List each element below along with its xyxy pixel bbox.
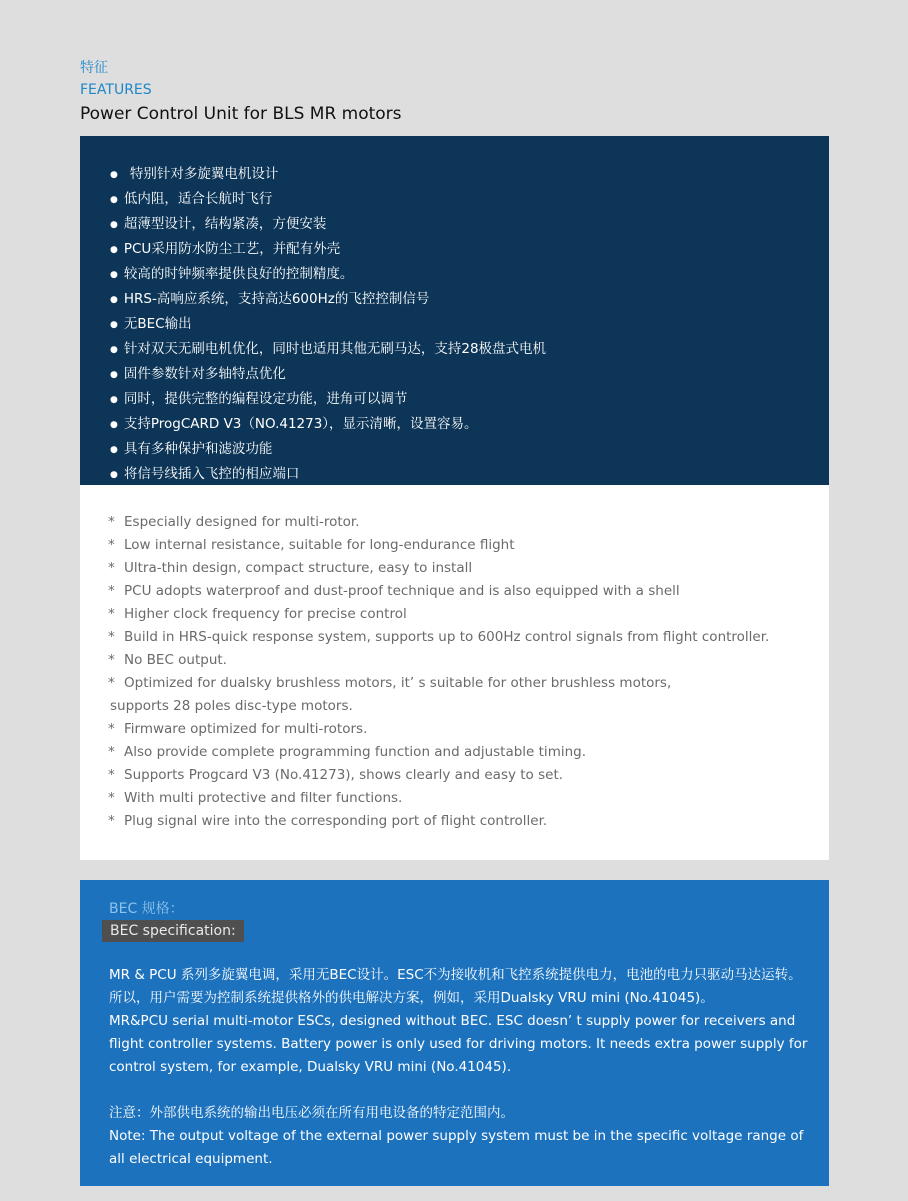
list-item <box>108 787 829 810</box>
page-title: Power Control Unit for BLS MR motors <box>80 104 402 124</box>
list-item: ● 针对双天无刷电机优化，同时也适用其他无刷马达，支持28极盘式电机 <box>110 338 829 363</box>
list-item: ● HRS-高响应系统，支持高达600Hz的飞控控制信号 <box>110 288 829 313</box>
bec-line: MR&PCU serial multi-motor ESCs, designed without BEC. ESC doesn’ t supply power for receivers and <box>109 1013 796 1029</box>
list-item: ● 较高的时钟频率提供良好的控制精度。 <box>110 263 829 288</box>
bec-line: MR & PCU 系列多旋翼电调，采用无BEC设计。ESC不为接收机和飞控系统提供电力，电池的电力只驱动马达运转。 <box>109 967 802 983</box>
list-item: ● 将信号线插入飞控的相应端口 <box>110 463 829 488</box>
list-item <box>108 672 829 718</box>
list-item-continuation: supports 28 poles disc-type motors. <box>110 698 353 714</box>
list-item: ● 支持ProgCARD V3（NO.41273），显示清晰，设置容易。 <box>110 413 829 438</box>
list-item-text: Also provide complete programming function and adjustable timing. <box>124 744 587 760</box>
list-item: ● 低内阻，适合长航时飞行 <box>110 188 829 213</box>
list-item <box>108 603 829 626</box>
list-item: ● 同时，提供完整的编程设定功能，进角可以调节 <box>110 388 829 413</box>
list-item-text: Plug signal wire into the corresponding port of flight controller. <box>124 813 548 829</box>
list-item-text: With multi protective and filter functions. <box>124 790 403 806</box>
list-item <box>108 557 829 580</box>
note-line: Note: The output voltage of the external power supply system must be in the specific voltage range of <box>109 1128 804 1144</box>
heading-en: FEATURES <box>80 82 152 98</box>
note-line: all electrical equipment. <box>109 1151 273 1167</box>
bec-line: flight controller systems. Battery power is only used for driving motors. It needs extra power supply for <box>109 1036 808 1052</box>
list-item-text: Build in HRS-quick response system, supports up to 600Hz control signals from flight controller. <box>124 629 770 645</box>
features-en-panel <box>80 485 829 860</box>
features-cn-list <box>80 136 829 488</box>
features-cn-panel <box>80 136 829 485</box>
list-item <box>108 741 829 764</box>
list-item <box>108 534 829 557</box>
list-item <box>108 810 829 833</box>
features-en-list <box>80 485 829 833</box>
list-item <box>108 626 829 649</box>
list-item: ● 超薄型设计，结构紧凑，方便安装 <box>110 213 829 238</box>
list-item-text: Firmware optimized for multi-rotors. <box>124 721 368 737</box>
list-item-text: Optimized for dualsky brushless motors, it’ s suitable for other brushless motors, <box>124 675 672 691</box>
header <box>80 58 402 126</box>
list-item-text: Especially designed for multi-rotor. <box>124 514 360 530</box>
list-item-text: Supports Progcard V3 (No.41273), shows clearly and easy to set. <box>124 767 564 783</box>
list-item: ● 固件参数针对多轴特点优化 <box>110 363 829 388</box>
list-item-text: Higher clock frequency for precise control <box>124 606 407 622</box>
list-item: ● 特别针对多旋翼电机设计 <box>110 163 829 188</box>
list-item-text: PCU adopts waterproof and dust-proof technique and is also equipped with a shell <box>124 583 680 599</box>
list-item <box>108 511 829 534</box>
list-item <box>108 580 829 603</box>
list-item <box>108 718 829 741</box>
bec-title-en: BEC specification: <box>102 920 244 942</box>
heading-cn: 特征 <box>80 60 108 76</box>
bec-title-cn: BEC 规格： <box>109 901 184 917</box>
bec-panel <box>80 880 829 1186</box>
spacer <box>109 1079 824 1102</box>
list-item: ● 具有多种保护和滤波功能 <box>110 438 829 463</box>
bec-body <box>109 964 824 1171</box>
list-item-text: No BEC output. <box>124 652 227 668</box>
list-item <box>108 764 829 787</box>
bec-line: control system, for example, Dualsky VRU mini (No.41045). <box>109 1059 512 1075</box>
list-item-text: Ultra-thin design, compact structure, easy to install <box>124 560 473 576</box>
list-item: ● PCU采用防水防尘工艺，并配有外壳 <box>110 238 829 263</box>
bec-line: 所以，用户需要为控制系统提供格外的供电解决方案，例如，采用Dualsky VRU mini (No.41045)。 <box>109 990 714 1006</box>
list-item <box>108 649 829 672</box>
list-item-text: Low internal resistance, suitable for long-endurance flight <box>124 537 515 553</box>
list-item: ● 无BEC输出 <box>110 313 829 338</box>
note-line: 注意：外部供电系统的输出电压必须在所有用电设备的特定范围内。 <box>109 1105 514 1121</box>
